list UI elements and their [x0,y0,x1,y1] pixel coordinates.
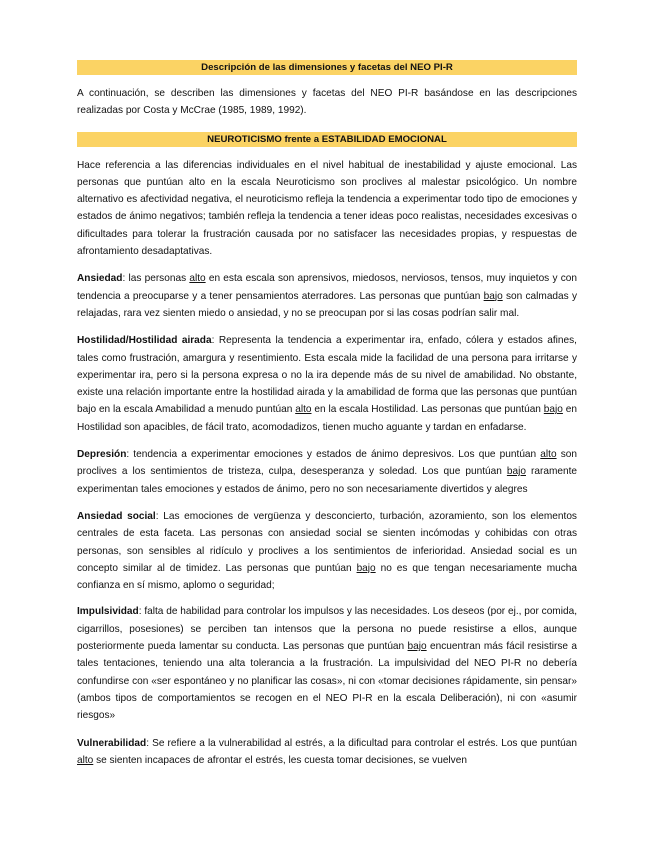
underlined-word: alto [540,449,557,461]
underlined-word: bajo [483,290,503,302]
section-description: Hace referencia a las diferencias individuales en el nivel habitual de inestabilidad y ajuste emocional. Las personas que puntúan alto en la escala Neuroticismo son proclives al malestar psicológico. Un nombre alternativo es afectividad negativa, el neuroticismo refleja la tendencia a experimentar todo tipo de emociones y estados de ánimo negativos; también refleja la tendencia a tener ideas poco realistas, necesidades excesivas o dificultades para tolerar la frustración causada por no satisfacer las necesidades propias, y respuestas de afrontamiento desadaptativas. [77,159,577,258]
underlined-word: bajo [407,641,427,653]
facet-vulnerabilidad [77,735,577,770]
facet-text: encuentran más fácil resistirse a tales tentaciones, teniendo una alta tolerancia a la frustración. La impulsividad del NEO PI-R no debería confundirse con «ser espontáneo y no planificar las cosas», ni con «tomar decisiones rápidamente, sin pensar» (ambos tipos de comportamientos se recogen en el NEO PI-R en la escala Deliberación), ni con «asumir riesgos» [77,641,578,722]
facet-term: Hostilidad/Hostilidad airada [77,335,212,347]
facet-text: en la escala Hostilidad. Las personas que puntúan [311,404,544,416]
facet-term: Impulsividad [77,606,139,618]
facet-ansiedad [77,270,577,322]
facet-depresion [77,446,577,498]
facet-text: raramente experimentan tales emociones y estados de ánimo, pero no son necesariamente divertidos y alegres [77,466,577,495]
facet-term: Ansiedad social [77,510,156,522]
underlined-word: alto [189,273,206,285]
underlined-word: bajo [543,404,563,416]
facet-hostilidad [77,332,577,436]
facet-term: Vulnerabilidad [77,737,147,749]
facet-text: : Las emociones de vergüenza y desconcierto, turbación, azoramiento, son los elementos centrales de esta faceta. Las personas con ansiedad social se sienten incómodas y cohibidas con otras personas, son sensibles al ridículo y proclives a los sentimientos de inferioridad. Ansiedad social es un concepto similar al de timidez. Las personas que puntúan [77,510,577,574]
underlined-word: bajo [506,466,526,478]
facet-text: en Hostilidad son apacibles, de fácil trato, acomodadizos, tienen mucho aguante y tardan en enfadarse. [77,404,577,433]
document-title: Descripción de las dimensiones y facetas del NEO PI-R [77,60,577,75]
facet-text: : Se refiere a la vulnerabilidad al estrés, a la dificultad para controlar el estrés. Los que puntúan [146,737,577,749]
facet-text: : falta de habilidad para controlar los impulsos y las necesidades. Los deseos (por ej., por comida, cigarrillos, posesiones) se perciben tan intensos que la persona no puede resistirse a ellos, aunque posteriormente pueda lamentar su conducta. Las personas que puntúan [77,606,577,653]
underlined-word: alto [295,404,312,416]
underlined-word: alto [77,754,94,766]
intro-paragraph: A continuación, se describen las dimensiones y facetas del NEO PI-R basándose en las descripciones realizadas por Costa y McCrae (1985, 1989, 1992). [77,88,577,117]
facet-text: : las personas [122,273,190,285]
facet-text: son proclives a los sentimientos de tristeza, culpa, desesperanza y soledad. Los que puntúan [77,449,577,478]
facet-text: : Representa la tendencia a experimentar ira, enfado, cólera y estados afines, tales como frustración, amargura y resentimiento. Esta escala mide la facilidad de una persona para irritarse y experimentar ira, pero si la persona expresa o no la ira depende más de su nivel de amabilidad. No obstante, existe una relación importante entre la hostilidad airada y la amabilidad de forma que las personas que puntúan bajo en la escala Amabilidad a menudo puntúan [77,335,577,416]
facet-term: Depresión [77,449,127,461]
facet-text: son calmadas y relajadas, rara vez sienten miedo o ansiedad, y no se preocupan por si las cosas podrían salir mal. [77,290,578,319]
facet-term: Ansiedad [77,273,123,285]
section-title: NEUROTICISMO frente a ESTABILIDAD EMOCIONAL [77,132,577,147]
facet-text: : tendencia a experimentar emociones y estados de ánimo depresivos. Los que puntúan [126,449,541,461]
facet-ansiedad-social [77,508,577,594]
facet-text: se sienten incapaces de afrontar el estrés, les cuesta tomar decisiones, se vuelven [93,754,467,766]
facet-text: en esta escala son aprensivos, miedosos, nerviosos, tensos, muy inquietos y con tendencia a preocuparse y a tener pensamientos aterradores. Las personas que puntúan [77,273,577,302]
underlined-word: bajo [356,562,376,574]
facet-impulsividad [77,603,577,724]
facet-text: no es que tengan necesariamente mucha confianza en sí mismo, aplomo o seguridad; [77,562,577,592]
